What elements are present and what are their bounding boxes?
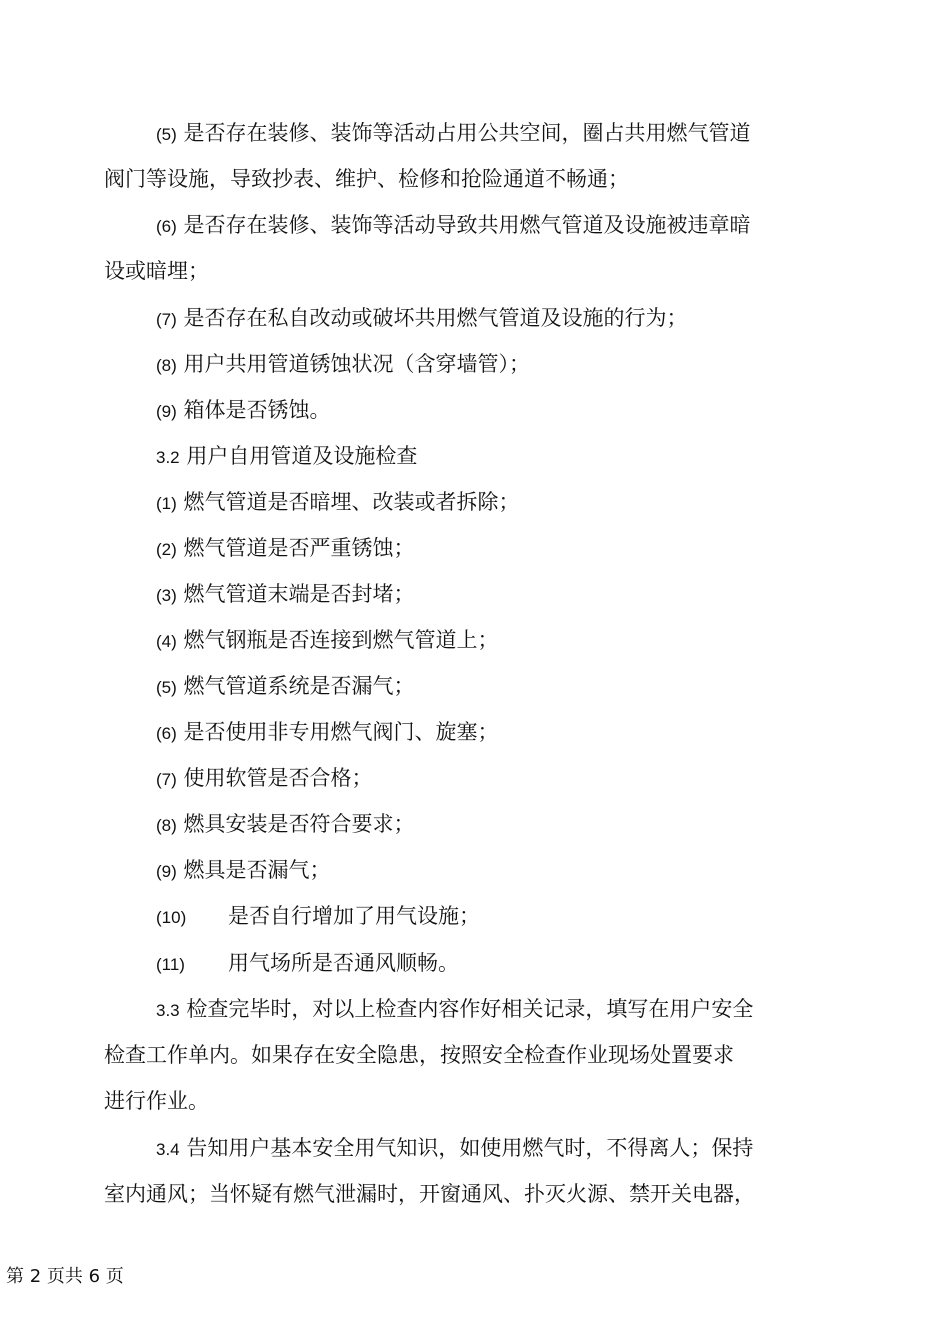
item-number: (7)	[156, 770, 177, 789]
item-number: (6)	[156, 724, 177, 743]
paragraph-text: 检查完毕时，对以上检查内容作好相关记录，填写在用户安全	[179, 997, 754, 1021]
paragraph-item-6	[104, 202, 844, 294]
item-number: (7)	[156, 310, 177, 329]
check-item-11	[104, 940, 844, 986]
paragraph-text: 燃气钢瓶是否连接到燃气管道上；	[176, 628, 499, 652]
paragraph-text: 是否自行增加了用气设施；	[228, 904, 480, 928]
item-number: (9)	[156, 862, 177, 881]
paragraph-text: 是否存在装修、装饰等活动占用公共空间，圈占共用燃气管道	[176, 121, 751, 145]
paragraph-text: 用气场所是否通风顺畅。	[228, 951, 459, 975]
paragraph-item-9	[104, 387, 844, 433]
paragraph-text: 使用软管是否合格；	[176, 766, 373, 790]
item-number: (1)	[156, 494, 177, 513]
item-number: (10)	[156, 908, 187, 927]
paragraph-text: 室内通风；当怀疑有燃气泄漏时，开窗通风、扑灭火源、禁开关电器，	[104, 1182, 755, 1206]
item-number: (9)	[156, 402, 177, 421]
paragraph-text: 检查工作单内。如果存在安全隐患，按照安全检查作业现场处置要求	[104, 1043, 734, 1067]
paragraph-text: 阀门等设施，导致抄表、维护、检修和抢险通道不畅通；	[104, 167, 629, 191]
item-number: (6)	[156, 217, 177, 236]
paragraph-text: 燃具是否漏气；	[176, 858, 331, 882]
page-number-footer: 第 2 页共 6 页	[6, 1266, 124, 1287]
item-number: (11)	[156, 955, 185, 974]
section-paragraph-3-3	[104, 986, 844, 1124]
check-item-1	[104, 479, 844, 525]
section-number: 3.3	[156, 1001, 180, 1020]
paragraph-item-8	[104, 341, 844, 387]
check-item-10	[104, 893, 844, 939]
item-number: (5)	[156, 678, 177, 697]
check-item-3	[104, 571, 844, 617]
section-title: 用户自用管道及设施检查	[179, 444, 418, 468]
paragraph-text: 燃具安装是否符合要求；	[176, 812, 415, 836]
section-heading-3-2	[104, 433, 844, 479]
section-number: 3.2	[156, 448, 180, 467]
paragraph-text: 燃气管道末端是否封堵；	[176, 582, 415, 606]
item-number: (4)	[156, 632, 177, 651]
check-item-4	[104, 617, 844, 663]
paragraph-text: 是否使用非专用燃气阀门、旋塞；	[176, 720, 499, 744]
section-paragraph-3-4	[104, 1125, 844, 1217]
check-item-6	[104, 709, 844, 755]
paragraph-text: 进行作业。	[104, 1089, 209, 1113]
paragraph-text: 燃气管道是否严重锈蚀；	[176, 536, 415, 560]
paragraph-item-5	[104, 110, 844, 202]
check-item-7	[104, 755, 844, 801]
item-number: (3)	[156, 586, 177, 605]
check-item-9	[104, 847, 844, 893]
paragraph-text: 燃气管道系统是否漏气；	[176, 674, 415, 698]
paragraph-text: 箱体是否锈蚀。	[176, 398, 331, 422]
paragraph-text: 告知用户基本安全用气知识，如使用燃气时，不得离人；保持	[179, 1136, 754, 1160]
item-number: (8)	[156, 816, 177, 835]
item-number: (5)	[156, 125, 177, 144]
check-item-8	[104, 801, 844, 847]
paragraph-text: 设或暗埋；	[104, 259, 209, 283]
paragraph-item-7	[104, 295, 844, 341]
section-number: 3.4	[156, 1140, 180, 1159]
paragraph-text: 用户共用管道锈蚀状况（含穿墙管）；	[176, 352, 530, 376]
check-item-5	[104, 663, 844, 709]
item-number: (8)	[156, 356, 177, 375]
paragraph-text: 是否存在装修、装饰等活动导致共用燃气管道及设施被违章暗	[176, 213, 751, 237]
paragraph-text: 是否存在私自改动或破坏共用燃气管道及设施的行为；	[176, 306, 688, 330]
check-item-2	[104, 525, 844, 571]
paragraph-text: 燃气管道是否暗埋、改装或者拆除；	[176, 490, 520, 514]
item-number: (2)	[156, 540, 177, 559]
